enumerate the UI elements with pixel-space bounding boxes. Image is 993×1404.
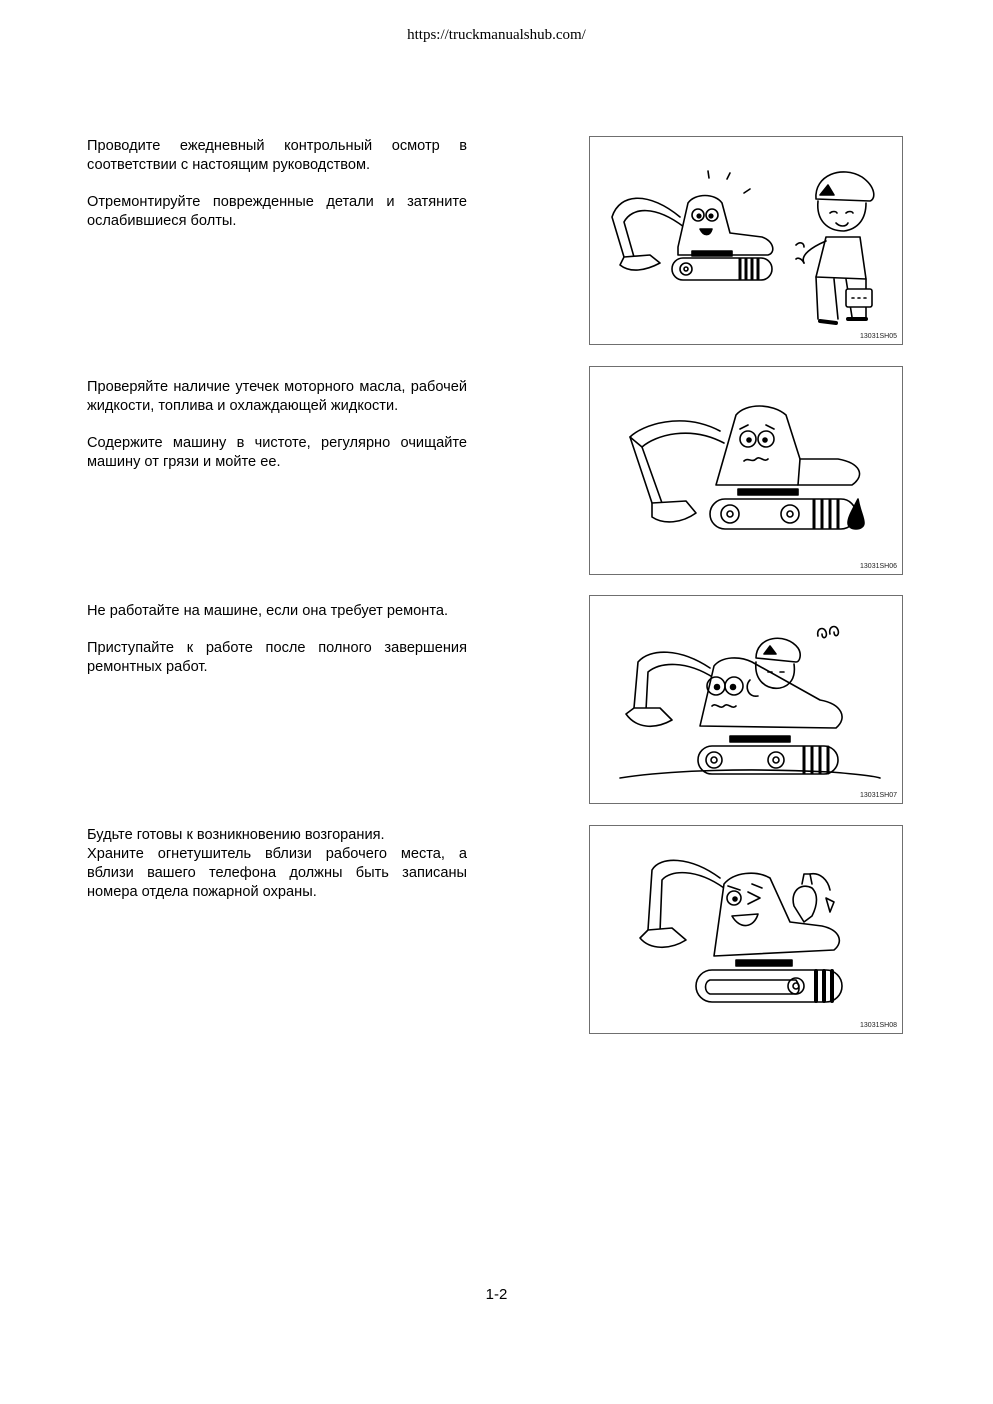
paragraph: Будьте готовы к возникновению возгорания. — [87, 827, 385, 843]
leaking-excavator-drawing — [590, 367, 902, 574]
figure-code: 13031SH08 — [860, 1022, 897, 1029]
figure-code: 13031SH06 — [860, 563, 897, 570]
paragraph: Не работайте на машине, если она требует ремонта. — [87, 603, 449, 619]
section-fire-safety — [87, 826, 467, 920]
page-number: 1-2 — [485, 1286, 508, 1303]
illustration-excavator-under-repair — [589, 595, 903, 804]
section-daily-inspection — [87, 137, 467, 249]
excavator-repair-drawing — [590, 596, 902, 803]
header-url: https://truckmanualshub.com/ — [407, 27, 586, 43]
excavator-extinguisher-drawing — [590, 826, 902, 1033]
paragraph: Приступайте к работе после полного завершения ремонтных работ. — [87, 640, 467, 675]
paragraph: Содержите машину в чистоте, регулярно очищайте машину от грязи и мойте ее. — [87, 435, 467, 470]
paragraph: Отремонтируйте поврежденные детали и затяните ослабившиеся болты. — [87, 194, 467, 229]
excavator-mechanic-drawing — [590, 137, 902, 344]
section-repair-required — [87, 602, 467, 695]
illustration-leaking-excavator — [589, 366, 903, 575]
paragraph: Проводите ежедневный контрольный осмотр в соответствии с настоящим руководством. — [87, 138, 467, 173]
illustration-excavator-with-mechanic — [589, 136, 903, 345]
figure-code: 13031SH05 — [860, 333, 897, 340]
figure-code: 13031SH07 — [860, 792, 897, 799]
paragraph: Проверяйте наличие утечек моторного масла, рабочей жидкости, топлива и охлаждающей жидкости. — [87, 379, 467, 414]
illustration-excavator-with-extinguisher — [589, 825, 903, 1034]
section-leak-check — [87, 378, 467, 490]
paragraph: Храните огнетушитель вблизи рабочего места, а вблизи вашего телефона должны быть записаны номера отдела пожарной охраны. — [87, 846, 467, 900]
